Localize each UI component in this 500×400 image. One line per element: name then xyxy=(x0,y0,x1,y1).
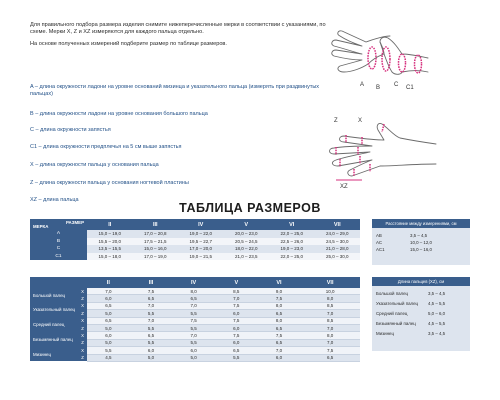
size-value-cell: 17,0 – 20,0 xyxy=(178,245,224,253)
size-value-cell: 22,0 – 25,0 xyxy=(269,230,315,238)
size-value-cell: 22,0 – 25,0 xyxy=(269,253,315,261)
finger-measure-code: Z xyxy=(78,310,87,317)
size-table-corner xyxy=(30,219,87,230)
size-value-cell: 13,5 – 15,5 xyxy=(87,245,133,253)
size-header-cell: IV xyxy=(178,219,224,230)
finger-value-cell: 8,0 xyxy=(300,332,360,339)
size-table-title: ТАБЛИЦА РАЗМЕРОВ xyxy=(179,201,321,215)
finger-row xyxy=(30,295,360,302)
finger-size-header-cell: V xyxy=(215,277,258,288)
finger-value-cell: 7,5 xyxy=(215,332,258,339)
finger-measure-code: X xyxy=(78,288,87,295)
label-c: C xyxy=(394,82,399,88)
label-a: A xyxy=(360,82,365,88)
finger-value-cell: 7,0 xyxy=(215,295,258,302)
side-row xyxy=(372,246,470,253)
side-row-value: 3,5 – 4,5 xyxy=(428,331,446,336)
finger-name: Безымянный палец xyxy=(30,332,78,347)
label-b: B xyxy=(376,85,381,91)
finger-table-body xyxy=(30,288,360,361)
intro-text xyxy=(30,22,330,52)
finger-size-header-cell: VII xyxy=(300,277,360,288)
corner-measure-label: МЕРКА xyxy=(33,224,49,229)
size-value-cell: 22,5 – 26,0 xyxy=(269,238,315,246)
finger-value-cell: 7,0 xyxy=(172,332,215,339)
finger-value-cell: 6,5 xyxy=(258,339,301,346)
side-row-value: 4,5 – 5,5 xyxy=(428,301,446,306)
finger-value-cell: 7,0 xyxy=(300,324,360,331)
finger-value-cell: 5,0 xyxy=(172,354,215,361)
finger-value-cell: 6,5 xyxy=(258,324,301,331)
finger-value-cell: 7,0 xyxy=(300,339,360,346)
side-row-key: AC xyxy=(376,240,383,245)
finger-value-cell: 5,0 xyxy=(87,310,130,317)
finger-value-cell: 6,0 xyxy=(258,354,301,361)
finger-header-blank xyxy=(30,277,78,288)
size-value-cell: 19,5 – 22,7 xyxy=(178,238,224,246)
size-value-cell: 15,0 – 19,0 xyxy=(87,230,133,238)
side-row-key: Большой палец xyxy=(376,291,409,296)
size-value-cell: 17,0 – 20,8 xyxy=(133,230,179,238)
finger-name: Мизинец xyxy=(30,347,78,362)
finger-row xyxy=(30,324,360,331)
size-value-cell: 21,0 – 23,5 xyxy=(224,253,270,261)
finger-value-cell: 8,0 xyxy=(172,288,215,295)
finger-value-cell: 6,0 xyxy=(172,347,215,354)
finger-value-cell: 7,5 xyxy=(258,295,301,302)
measure-name: C xyxy=(30,245,87,253)
finger-value-cell: 6,0 xyxy=(215,324,258,331)
finger-value-cell: 7,5 xyxy=(258,332,301,339)
size-value-cell: 20,0 – 23,0 xyxy=(224,230,270,238)
finger-row xyxy=(30,288,360,295)
finger-row xyxy=(30,310,360,317)
size-table-body xyxy=(30,230,360,260)
finger-value-cell: 7,5 xyxy=(215,302,258,309)
definition-b: B – длина окружности ладони на уровне основания большого пальца xyxy=(30,111,208,117)
finger-row xyxy=(30,354,360,361)
measure-name: B xyxy=(30,238,87,246)
size-value-cell: 15,0 – 18,0 xyxy=(87,253,133,261)
finger-value-cell: 4,5 xyxy=(87,354,130,361)
finger-name: Указательный палец xyxy=(30,302,78,317)
finger-value-cell: 7,5 xyxy=(172,317,215,324)
finger-value-cell: 8,5 xyxy=(300,317,360,324)
finger-value-cell: 7,0 xyxy=(130,302,173,309)
finger-value-cell: 6,5 xyxy=(130,332,173,339)
finger-name: Средний палец xyxy=(30,317,78,332)
side-row xyxy=(372,319,470,329)
finger-value-cell: 5,5 xyxy=(172,339,215,346)
finger-value-cell: 6,5 xyxy=(300,354,360,361)
finger-value-cell: 7,5 xyxy=(130,288,173,295)
finger-value-cell: 6,0 xyxy=(130,347,173,354)
definition-xz: XZ – длина пальца xyxy=(30,197,79,203)
finger-size-header-cell: III xyxy=(130,277,173,288)
finger-value-cell: 8,5 xyxy=(215,288,258,295)
finger-value-cell: 6,0 xyxy=(215,310,258,317)
finger-value-cell: 5,5 xyxy=(130,324,173,331)
side-row-key: Мизинец xyxy=(376,331,394,336)
finger-row xyxy=(30,317,360,324)
intro-paragraph-2: На основе полученных измерений подберите размер по таблице размеров. xyxy=(30,40,227,47)
finger-value-cell: 7,0 xyxy=(300,310,360,317)
finger-table-header xyxy=(30,277,360,288)
intro-paragraph-1: Для правильного подбора размера изделия снимите нижеперечисленные мерки в соответствии с указаниями, по схеме. Мерки X, Z и XZ измеряются для каждого пальца отдельно. xyxy=(30,22,326,36)
side-row-value: 3,5 – 4,5 xyxy=(410,233,428,238)
size-value-cell: 18,0 – 22,0 xyxy=(224,245,270,253)
size-row xyxy=(30,245,360,253)
finger-value-cell: 5,5 xyxy=(215,354,258,361)
hand-palm-diagram xyxy=(322,14,432,94)
label-c1: C1 xyxy=(406,85,414,91)
finger-measure-code: Z xyxy=(78,295,87,302)
side-row xyxy=(372,299,470,309)
size-value-cell: 21,0 – 28,0 xyxy=(315,245,361,253)
size-table-header xyxy=(30,219,360,230)
finger-value-cell: 5,5 xyxy=(130,310,173,317)
size-value-cell: 17,0 – 19,0 xyxy=(133,253,179,261)
finger-value-cell: 7,5 xyxy=(300,347,360,354)
side-row-key: AB xyxy=(376,233,382,238)
side-row xyxy=(372,289,470,299)
side-row xyxy=(372,329,470,339)
definition-z: Z – длина окружности пальца у основания ногтевой пластины xyxy=(30,180,189,186)
size-value-cell: 19,0 – 21,5 xyxy=(178,253,224,261)
finger-size-header-cell: VI xyxy=(258,277,301,288)
finger-value-cell: 9,0 xyxy=(258,288,301,295)
finger-value-cell: 5,0 xyxy=(87,324,130,331)
finger-value-cell: 7,0 xyxy=(87,288,130,295)
size-row xyxy=(30,238,360,246)
distance-box-header: Расстояние между измерениями, см xyxy=(372,219,470,228)
finger-value-cell: 6,0 xyxy=(87,332,130,339)
finger-value-cell: 6,0 xyxy=(87,295,130,302)
size-header-cell: VI xyxy=(269,219,315,230)
side-row-key: Безымянный палец xyxy=(376,321,416,326)
size-row xyxy=(30,230,360,238)
size-table xyxy=(30,219,360,260)
finger-value-cell: 5,0 xyxy=(87,339,130,346)
side-row-value: 3,5 – 4,5 xyxy=(428,291,446,296)
finger-length-header: Длина пальцев (XZ), см xyxy=(372,277,470,286)
finger-value-cell: 5,5 xyxy=(130,339,173,346)
finger-size-header-cell: II xyxy=(87,277,130,288)
distance-box xyxy=(372,219,470,265)
size-row xyxy=(30,253,360,261)
hand-fingers-diagram xyxy=(318,110,438,190)
finger-value-cell: 6,5 xyxy=(87,302,130,309)
definition-x: X – длина окружности пальца у основания пальца xyxy=(30,162,159,168)
finger-row xyxy=(30,302,360,309)
size-value-cell: 15,0 – 16,0 xyxy=(133,245,179,253)
finger-value-cell: 10,0 xyxy=(300,288,360,295)
finger-value-cell: 6,5 xyxy=(87,317,130,324)
side-row-key: AC1 xyxy=(376,247,385,252)
finger-measure-code: Z xyxy=(78,324,87,331)
finger-value-cell: 8,0 xyxy=(300,295,360,302)
side-row xyxy=(372,232,470,239)
finger-table xyxy=(30,277,360,362)
side-row-value: 15,0 – 16,0 xyxy=(410,247,432,252)
finger-value-cell: 6,0 xyxy=(215,339,258,346)
corner-size-label: РАЗМЕР xyxy=(66,220,84,225)
finger-value-cell: 5,5 xyxy=(172,310,215,317)
finger-value-cell: 7,5 xyxy=(215,317,258,324)
finger-row xyxy=(30,347,360,354)
finger-size-header-cell: IV xyxy=(172,277,215,288)
measure-name: A xyxy=(30,230,87,238)
finger-value-cell: 6,5 xyxy=(258,310,301,317)
finger-value-cell: 8,0 xyxy=(258,317,301,324)
finger-value-cell: 7,0 xyxy=(258,347,301,354)
finger-value-cell: 5,5 xyxy=(87,347,130,354)
definition-c: C – длина окружности запястья xyxy=(30,127,111,133)
finger-measure-code: X xyxy=(78,347,87,354)
finger-row xyxy=(30,339,360,346)
size-value-cell: 17,5 – 21,5 xyxy=(133,238,179,246)
finger-value-cell: 6,5 xyxy=(130,295,173,302)
definition-a: A – длина окружности ладони на уровне оснований мизинца и указательного пальца (измерять при раздвинутых пальцах) xyxy=(30,84,320,97)
side-row-key: Средний палец xyxy=(376,311,408,316)
finger-name: Большой палец xyxy=(30,288,78,302)
finger-value-cell: 6,5 xyxy=(215,347,258,354)
label-xz: XZ xyxy=(340,184,348,190)
side-row-value: 4,5 – 5,5 xyxy=(428,321,446,326)
size-value-cell: 15,5 – 20,0 xyxy=(87,238,133,246)
finger-header-blank xyxy=(78,277,87,288)
finger-value-cell: 5,5 xyxy=(172,324,215,331)
label-z: Z xyxy=(334,118,338,124)
side-row xyxy=(372,239,470,246)
size-value-cell: 24,0 – 29,0 xyxy=(315,230,361,238)
finger-measure-code: Z xyxy=(78,339,87,346)
size-value-cell: 25,0 – 30,0 xyxy=(315,253,361,261)
finger-value-cell: 8,5 xyxy=(300,302,360,309)
size-header-cell: II xyxy=(87,219,133,230)
side-row-value: 5,0 – 6,0 xyxy=(428,311,446,316)
side-row-value: 10,0 – 12,0 xyxy=(410,240,432,245)
finger-measure-code: X xyxy=(78,332,87,339)
size-value-cell: 19,0 – 22,0 xyxy=(178,230,224,238)
measure-name: C1 xyxy=(30,253,87,261)
finger-value-cell: 5,0 xyxy=(130,354,173,361)
size-header-cell: III xyxy=(133,219,179,230)
finger-value-cell: 6,5 xyxy=(172,295,215,302)
size-value-cell: 24,5 – 30,0 xyxy=(315,238,361,246)
finger-measure-code: X xyxy=(78,302,87,309)
size-value-cell: 20,5 – 24,5 xyxy=(224,238,270,246)
finger-length-box xyxy=(372,277,470,351)
size-value-cell: 19,0 – 23,0 xyxy=(269,245,315,253)
finger-row xyxy=(30,332,360,339)
size-header-cell: V xyxy=(224,219,270,230)
finger-measure-code: X xyxy=(78,317,87,324)
finger-value-cell: 8,0 xyxy=(258,302,301,309)
label-x: X xyxy=(358,118,363,124)
finger-value-cell: 7,0 xyxy=(172,302,215,309)
size-header-cell: VII xyxy=(315,219,361,230)
side-row-key: Указательный палец xyxy=(376,301,419,306)
finger-value-cell: 7,0 xyxy=(130,317,173,324)
finger-measure-code: Z xyxy=(78,354,87,361)
side-row xyxy=(372,309,470,319)
definition-c1: C1 – длина окружности предплечья на 5 см выше запястья xyxy=(30,144,182,150)
